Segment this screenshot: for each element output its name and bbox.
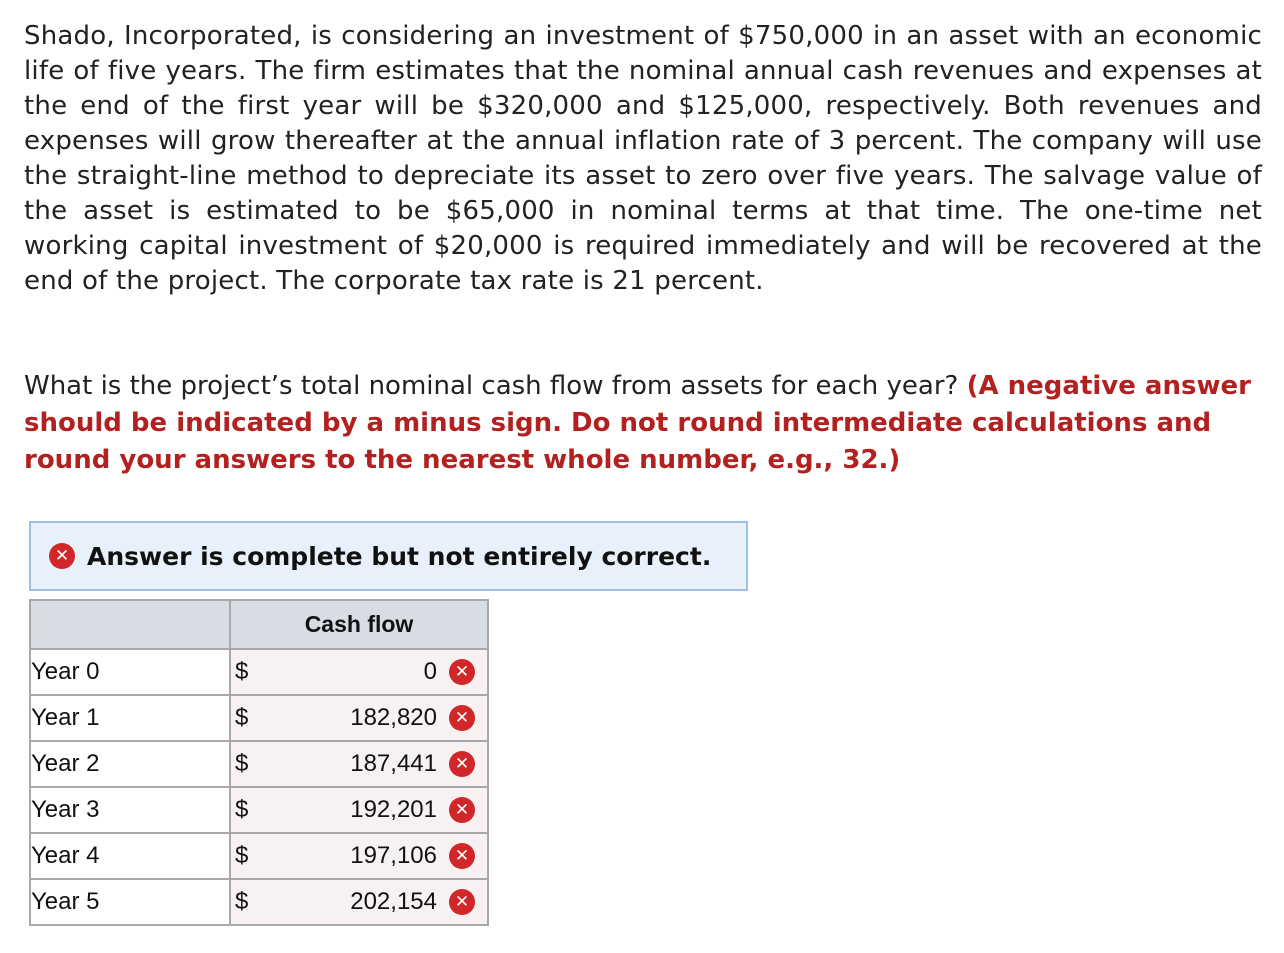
table-row (30, 879, 488, 925)
answer-feedback-banner (29, 521, 748, 591)
row-label: Year 5 (30, 879, 230, 925)
currency-symbol: $ (235, 750, 249, 777)
row-label: Year 1 (30, 695, 230, 741)
incorrect-x-icon: ✕ (449, 751, 475, 777)
problem-statement: Shado, Incorporated, is considering an investment of $750,000 in an asset with an economic life of five years. The firm estimates that the nominal annual cash revenues and expenses at the end of the first year will be $320,000 and $125,000, respectively. Both revenues and expenses will grow thereafter at the annual inflation rate of 3 percent. The company will use the straight-line method to depreciate its asset to zero over five years. The salvage value of the asset is estimated to be $65,000 in nominal terms at that time. The one-time net working capital investment of $20,000 is required immediately and will be recovered at the end of the project. The corporate tax rate is 21 percent. (24, 21, 1262, 296)
cash-flow-cell[interactable] (230, 695, 488, 741)
cash-flow-cell[interactable] (230, 879, 488, 925)
question-text: What is the project’s total nominal cash flow from assets for each year? (24, 371, 959, 401)
question (24, 368, 1262, 479)
question-instruction: (A negative answer should be indicated by a minus sign. Do not round intermediate calculations and round your answers to the nearest whole number, e.g., 32.) (24, 371, 1251, 475)
currency-symbol: $ (235, 704, 249, 731)
currency-symbol: $ (235, 842, 249, 869)
currency-symbol: $ (235, 796, 249, 823)
cash-flow-cell[interactable] (230, 741, 488, 787)
row-label: Year 0 (30, 649, 230, 695)
cash-flow-table (29, 599, 489, 926)
table-header-row (30, 600, 488, 649)
currency-symbol: $ (235, 888, 249, 915)
table-row (30, 695, 488, 741)
cash-flow-cell[interactable] (230, 649, 488, 695)
cash-flow-cell[interactable] (230, 787, 488, 833)
cash-flow-value: 197,106 (350, 842, 437, 869)
x-circle-icon: ✕ (49, 543, 75, 569)
cash-flow-value: 0 (423, 658, 437, 685)
table-row (30, 833, 488, 879)
cash-flow-cell[interactable] (230, 833, 488, 879)
cash-flow-value: 192,201 (350, 796, 437, 823)
cash-flow-value: 182,820 (350, 704, 437, 731)
incorrect-x-icon: ✕ (449, 797, 475, 823)
cash-flow-value: 187,441 (350, 750, 437, 777)
feedback-text: Answer is complete but not entirely correct. (87, 541, 712, 571)
currency-symbol: $ (235, 658, 249, 685)
incorrect-x-icon: ✕ (449, 659, 475, 685)
incorrect-x-icon: ✕ (449, 705, 475, 731)
table-row (30, 649, 488, 695)
row-label: Year 2 (30, 741, 230, 787)
cash-flow-value: 202,154 (350, 888, 437, 915)
table-row (30, 741, 488, 787)
table-row (30, 787, 488, 833)
header-blank-cell (30, 600, 230, 649)
incorrect-x-icon: ✕ (449, 889, 475, 915)
incorrect-x-icon: ✕ (449, 843, 475, 869)
row-label: Year 3 (30, 787, 230, 833)
column-header-cash-flow: Cash flow (230, 600, 488, 649)
row-label: Year 4 (30, 833, 230, 879)
